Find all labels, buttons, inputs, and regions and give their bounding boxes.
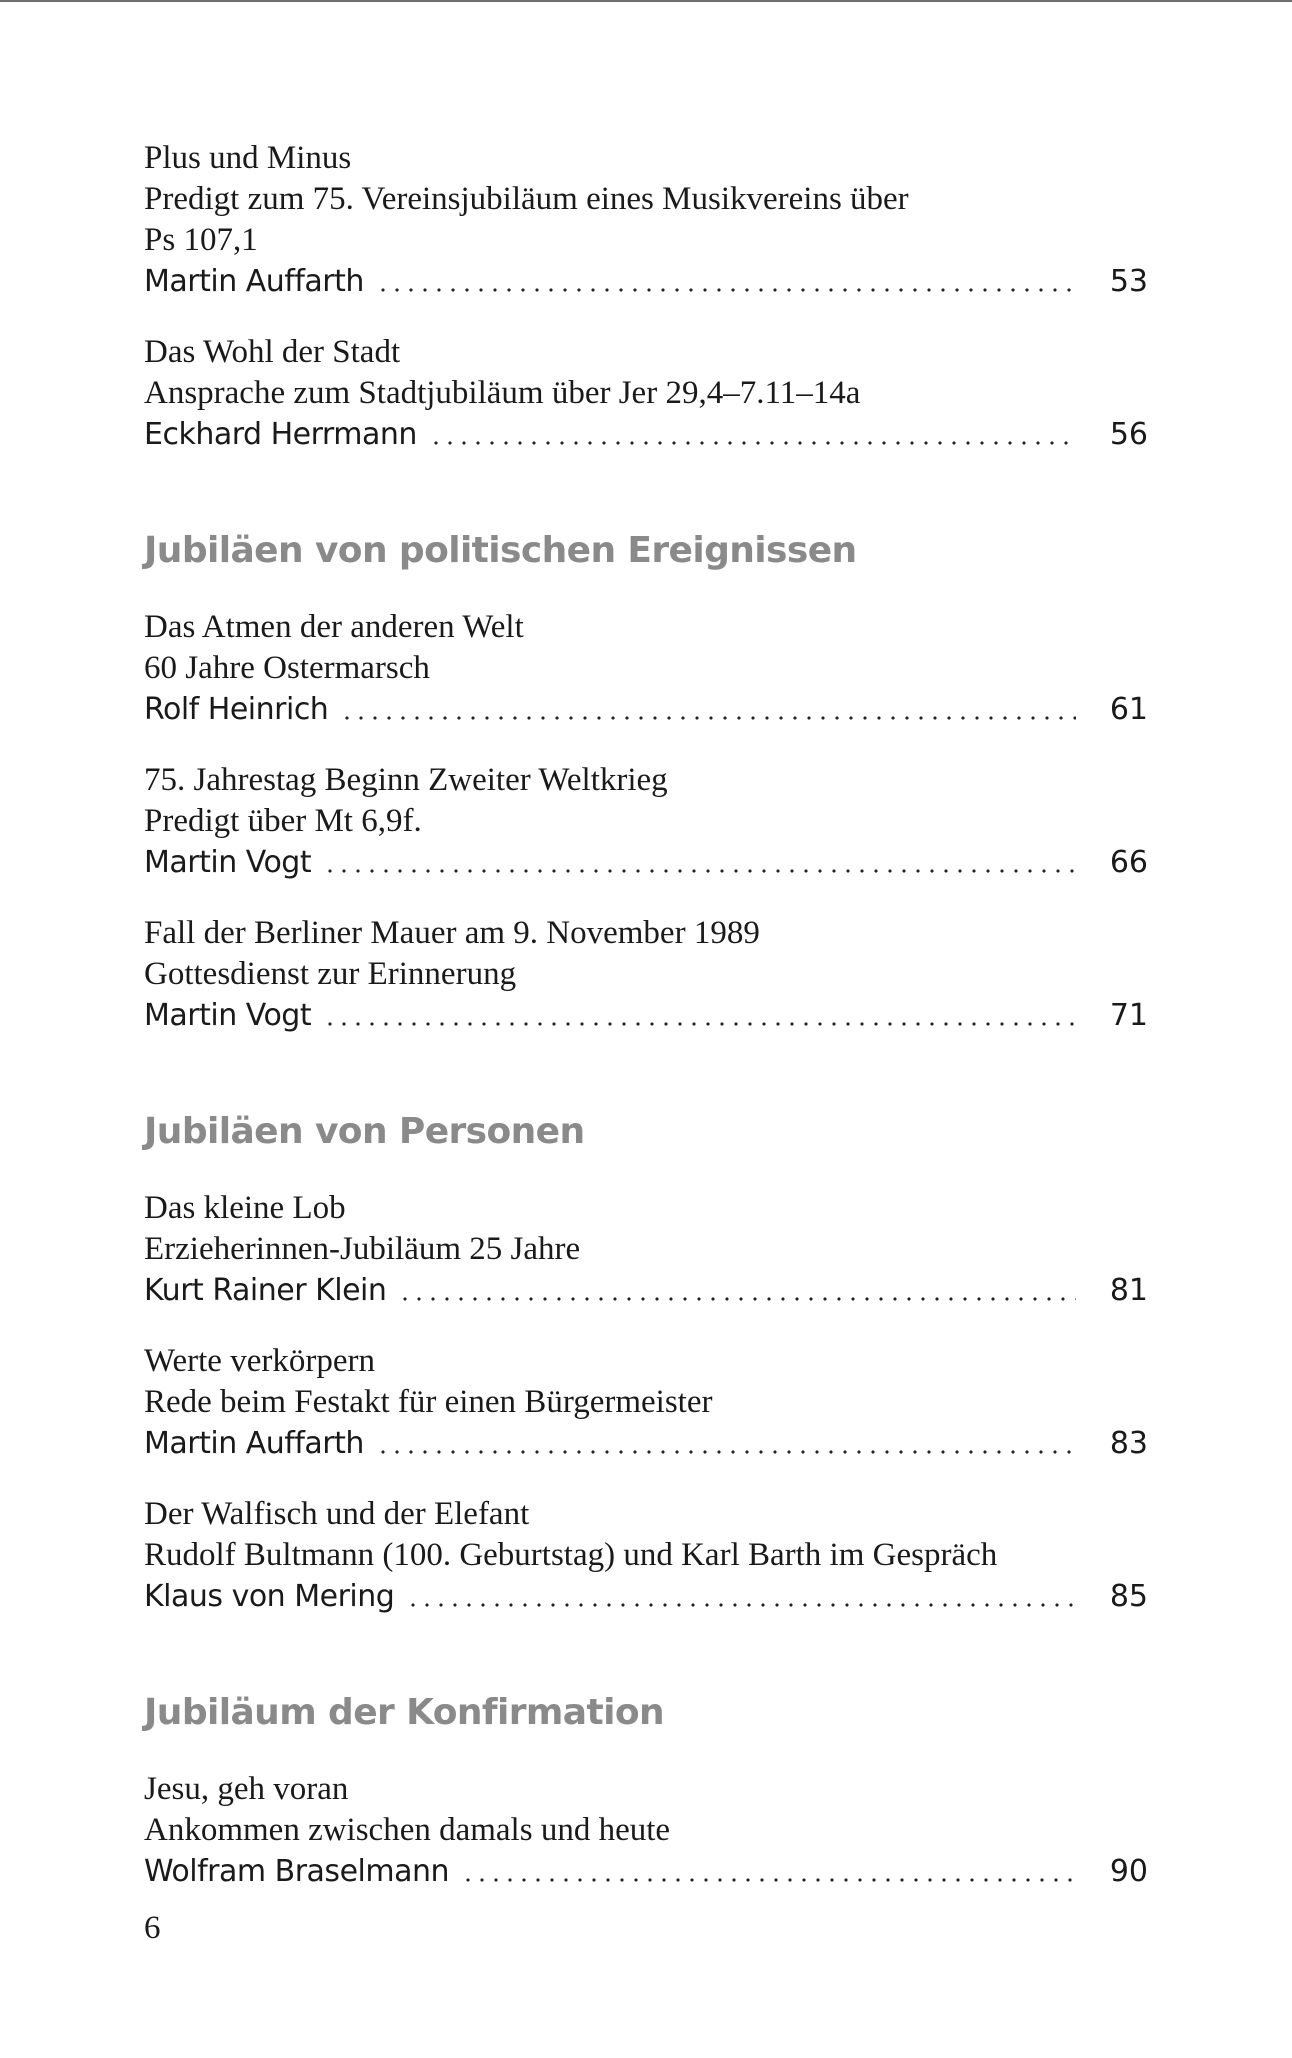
entry-author: Klaus von Mering (144, 1579, 395, 1614)
entry-title: Der Walfisch und der Elefant (144, 1496, 530, 1532)
entry-title: Das Wohl der Stadt (144, 334, 401, 370)
dot-leader (323, 869, 1076, 873)
entry-title: 75. Jahrestag Beginn Zweiter Weltkrieg (144, 762, 668, 798)
author-row (144, 1576, 1148, 1617)
entry-author: Martin Auffarth (144, 264, 364, 299)
entry-subtitle: Predigt über Mt 6,9f. (144, 803, 422, 839)
entry-author: Martin Vogt (144, 845, 312, 880)
entry-page-number: 56 (1109, 417, 1148, 452)
author-row (144, 842, 1148, 883)
toc-entry (144, 1341, 1148, 1464)
entry-subtitle: Predigt zum 75. Vereinsjubiläum eines Musikvereins über (144, 181, 909, 217)
author-row (144, 414, 1148, 455)
toc-entry (144, 1188, 1148, 1311)
toc-section (144, 529, 1148, 1036)
entry-subtitle: Ankommen zwischen damals und heute (144, 1812, 671, 1848)
entry-subtitle: 60 Jahre Ostermarsch (144, 650, 430, 686)
dot-leader (398, 1297, 1076, 1301)
toc-entry (144, 138, 1148, 302)
table-of-contents (144, 138, 1148, 1922)
dot-leader (376, 1450, 1076, 1454)
entry-title: Das kleine Lob (144, 1190, 346, 1226)
entry-subtitle: Erzieherinnen-Jubiläum 25 Jahre (144, 1231, 581, 1267)
entry-title: Werte verkörpern (144, 1343, 375, 1379)
author-row (144, 689, 1148, 730)
toc-entry (144, 760, 1148, 883)
author-row (144, 1851, 1148, 1892)
toc-section (144, 138, 1148, 455)
entry-author: Kurt Rainer Klein (144, 1273, 387, 1308)
entry-page-number: 66 (1109, 845, 1148, 880)
entry-page-number: 83 (1109, 1426, 1148, 1461)
dot-leader (406, 1603, 1076, 1607)
entry-page-number: 61 (1109, 692, 1148, 727)
toc-entry (144, 913, 1148, 1036)
entry-page-number: 71 (1109, 998, 1148, 1033)
dot-leader (429, 441, 1076, 445)
entry-page-number: 90 (1109, 1854, 1148, 1889)
entry-title: Das Atmen der anderen Welt (144, 609, 524, 645)
author-row (144, 995, 1148, 1036)
top-rule (0, 0, 1292, 2)
entry-title: Fall der Berliner Mauer am 9. November 1989 (144, 915, 760, 951)
entry-subtitle: Rudolf Bultmann (100. Geburtstag) und Karl Barth im Gespräch (144, 1537, 998, 1573)
entry-subtitle: Ansprache zum Stadtjubiläum über Jer 29,4–7.11–14a (144, 375, 861, 411)
toc-entry (144, 607, 1148, 730)
section-heading: Jubiläen von Personen (144, 1111, 585, 1152)
toc-entry (144, 1769, 1148, 1892)
section-heading: Jubiläen von politischen Ereignissen (144, 530, 857, 571)
dot-leader (376, 288, 1076, 292)
author-row (144, 1423, 1148, 1464)
author-row (144, 1270, 1148, 1311)
dot-leader (323, 1022, 1076, 1026)
entry-author: Rolf Heinrich (144, 692, 329, 727)
toc-entry (144, 1494, 1148, 1617)
entry-page-number: 81 (1109, 1273, 1148, 1308)
entry-author: Eckhard Herrmann (144, 417, 417, 452)
author-row (144, 261, 1148, 302)
entry-title: Jesu, geh voran (144, 1771, 349, 1807)
entry-subtitle: Gottesdienst zur Erinnerung (144, 956, 517, 992)
page-number: 6 (144, 1910, 161, 1946)
dot-leader (461, 1878, 1076, 1882)
entry-page-number: 85 (1109, 1579, 1148, 1614)
toc-section (144, 1691, 1148, 1892)
entry-page-number: 53 (1109, 264, 1148, 299)
toc-entry (144, 332, 1148, 455)
entry-author: Martin Vogt (144, 998, 312, 1033)
entry-author: Wolfram Braselmann (144, 1854, 449, 1889)
section-heading: Jubiläum der Konfirmation (144, 1692, 665, 1733)
toc-section (144, 1110, 1148, 1617)
entry-title: Plus und Minus (144, 140, 352, 176)
dot-leader (340, 716, 1076, 720)
entry-subtitle: Ps 107,1 (144, 222, 258, 258)
entry-author: Martin Auffarth (144, 1426, 364, 1461)
entry-subtitle: Rede beim Festakt für einen Bürgermeister (144, 1384, 713, 1420)
